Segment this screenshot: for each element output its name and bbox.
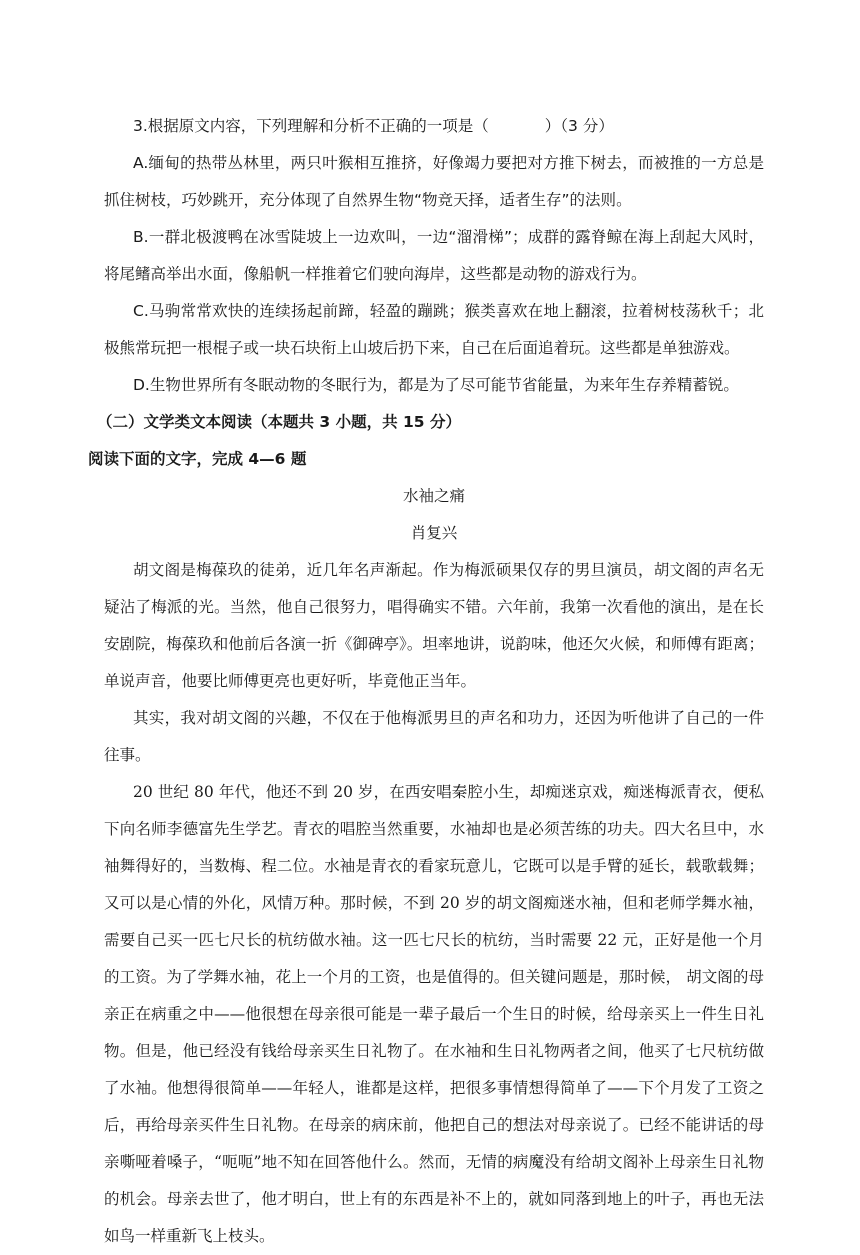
question-3-stem <box>104 108 764 145</box>
story-author: 肖复兴 <box>410 524 458 542</box>
question-3-option-b: B.一群北极渡鸭在冰雪陡坡上一边欢叫，一边“溜滑梯”；成群的露脊鲸在海上刮起大风时，将尾鳍高举出水面，像船帆一样推着它们驶向海岸，这些都是动物的游戏行为。 <box>104 228 764 283</box>
section-2-instruction: 阅读下面的文字，完成 4—6 题 <box>88 450 307 468</box>
question-3-stem-text: 3.根据原文内容，下列理解和分析不正确的一项是（ <box>133 117 489 135</box>
question-3-option-c: C.马驹常常欢快的连续扬起前蹄，轻盈的蹦跳；猴类喜欢在地上翻滚，拉着树枝荡秋千；北极熊常玩把一根棍子或一块石块衔上山坡后扔下来，自己在后面追着玩。这些都是单独游戏。 <box>104 302 764 357</box>
question-3-score: ）（3 分） <box>544 117 614 135</box>
story-title: 水袖之痛 <box>402 487 465 505</box>
story-paragraph: 胡文阁是梅葆玖的徒弟，近几年名声渐起。作为梅派硕果仅存的男旦演员，胡文阁的声名无疑沾了梅派的光。当然，他自己很努力，唱得确实不错。六年前，我第一次看他的演出，是在长安剧院，梅葆玖和他前后各演一折《御碑亭》。坦率地讲，说韵味，他还欠火候，和师傅有距离；单说声音，他要比师傅更亮也更好听，毕竟他正当年。 <box>104 561 764 690</box>
question-3-option-a: A.缅甸的热带丛林里，两只叶猴相互推挤，好像竭力要把对方推下树去，而被推的一方总是抓住树枝，巧妙跳开，充分体现了自然界生物“物竞天择，适者生存”的法则。 <box>104 154 764 209</box>
story-paragraph: 其实，我对胡文阁的兴趣，不仅在于他梅派男旦的声名和功力，还因为听他讲了自己的一件往事。 <box>104 709 764 764</box>
question-3-option-d: D.生物世界所有冬眠动物的冬眠行为，都是为了尽可能节省能量，为来年生存养精蓄锐。 <box>133 376 739 394</box>
section-2-heading: （二）文学类文本阅读（本题共 3 小题，共 15 分） <box>97 413 461 431</box>
page-content <box>88 108 764 1255</box>
story-paragraph: 20 世纪 80 年代，他还不到 20 岁，在西安唱秦腔小生，却痴迷京戏，痴迷梅派青衣，便私下向名师李德富先生学艺。青衣的唱腔当然重要，水袖却也是必须苦练的功夫。四大名旦中，水袖舞得好的，当数梅、程二位。水袖是青衣的看家玩意儿，它既可以是手臂的延长，载歌载舞；又可以是心情的外化，风情万种。那时候，不到 20 岁的胡文阁痴迷水袖，但和老师学舞水袖，需要自己买一匹七尺长的杭纺做水袖。这一匹七尺长的杭纺，当时需要 22 元，正好是他一个月的工资。为了学舞水袖，花上一个月的工资，也是值得的。但关键问题是，那时候， 胡文阁的母亲正在病重之中——他很想在母亲很可能是一辈子最后一个生日的时候，给母亲买上一件生日礼物。但是，他已经没有钱给母亲买生日礼物了。在水袖和生日礼物两者之间，他买了七尺杭纺做了水袖。他想得很简单——年轻人，谁都是这样，把很多事情想得简单了——下个月发了工资之后，再给母亲买件生日礼物。在母亲的病床前，他把自己的想法对母亲说了。已经不能讲话的母亲嘶哑着嗓子，“呃呃”地不知在回答他什么。然而，无情的病魔没有给胡文阁补上母亲生日礼物的机会。母亲去世了，他才明白，世上有的东西是补不上的，就如同落到地上的叶子，再也无法如鸟一样重新飞上枝头。 <box>104 783 764 1245</box>
